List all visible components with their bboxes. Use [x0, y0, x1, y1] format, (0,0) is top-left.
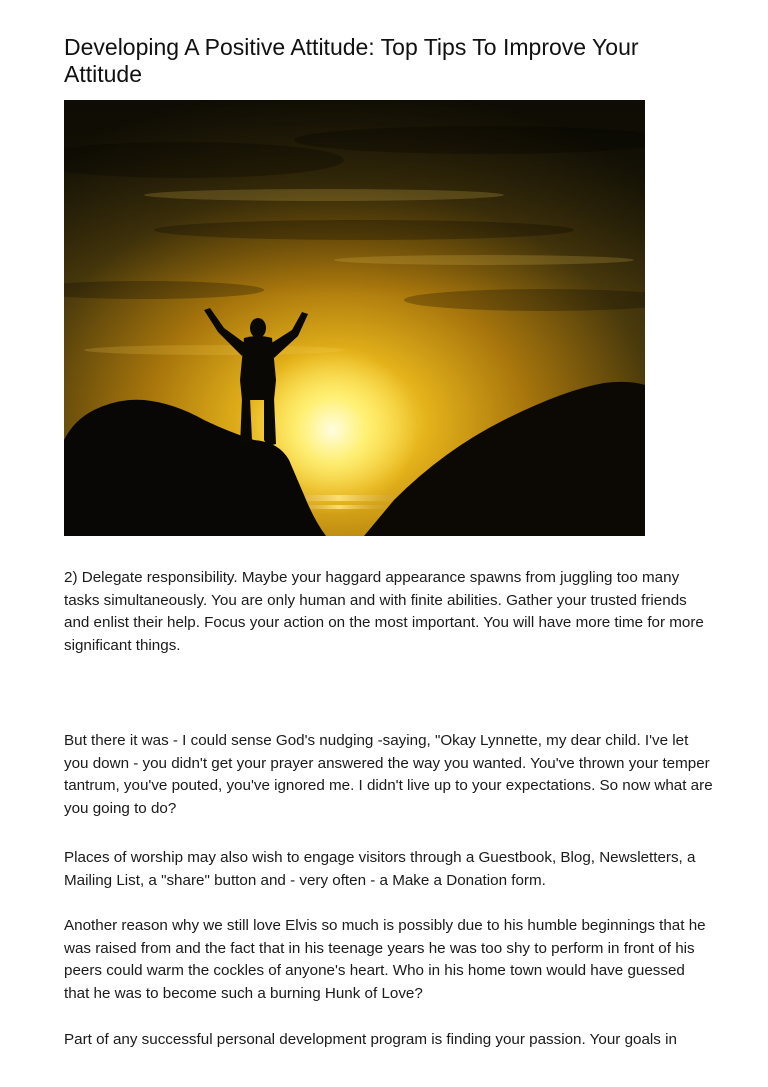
- page-title: Developing A Positive Attitude: Top Tips To Improve Your Attitude: [64, 34, 639, 87]
- hero-image: [64, 100, 645, 536]
- sunset-silhouette-illustration: [64, 100, 645, 536]
- paragraph: 2) Delegate responsibility. Maybe your haggard appearance spawns from juggling too many tasks simultaneously. You are only human and with finite abilities. Gather your trusted friends and enlist their help. Focus your action on the most important. You will have more time for more significant things.: [64, 569, 704, 654]
- paragraph: Places of worship may also wish to engage visitors through a Guestbook, Blog, Newsletters, a Mailing List, a "share" button and - very often - a Make a Donation form.: [64, 849, 696, 889]
- paragraph: Another reason why we still love Elvis so much is possibly due to his humble beginnings that he was raised from and the fact that in his teenage years he was too shy to perform in front of his peers could warm the cockles of anyone's heart. Who in his home town would have guessed that he was to become such a burning Hunk of Love?: [64, 917, 706, 1002]
- paragraph: Part of any successful personal development program is finding your passion. Your goals in: [64, 1031, 677, 1048]
- paragraph: But there it was - I could sense God's nudging -saying, "Okay Lynnette, my dear child. I've let you down - you didn't get your prayer answered the way you wanted. You've thrown your temper tantrum, you've pouted, you've ignored me. I didn't live up to your expectations. So now what are you going to do?: [64, 732, 713, 817]
